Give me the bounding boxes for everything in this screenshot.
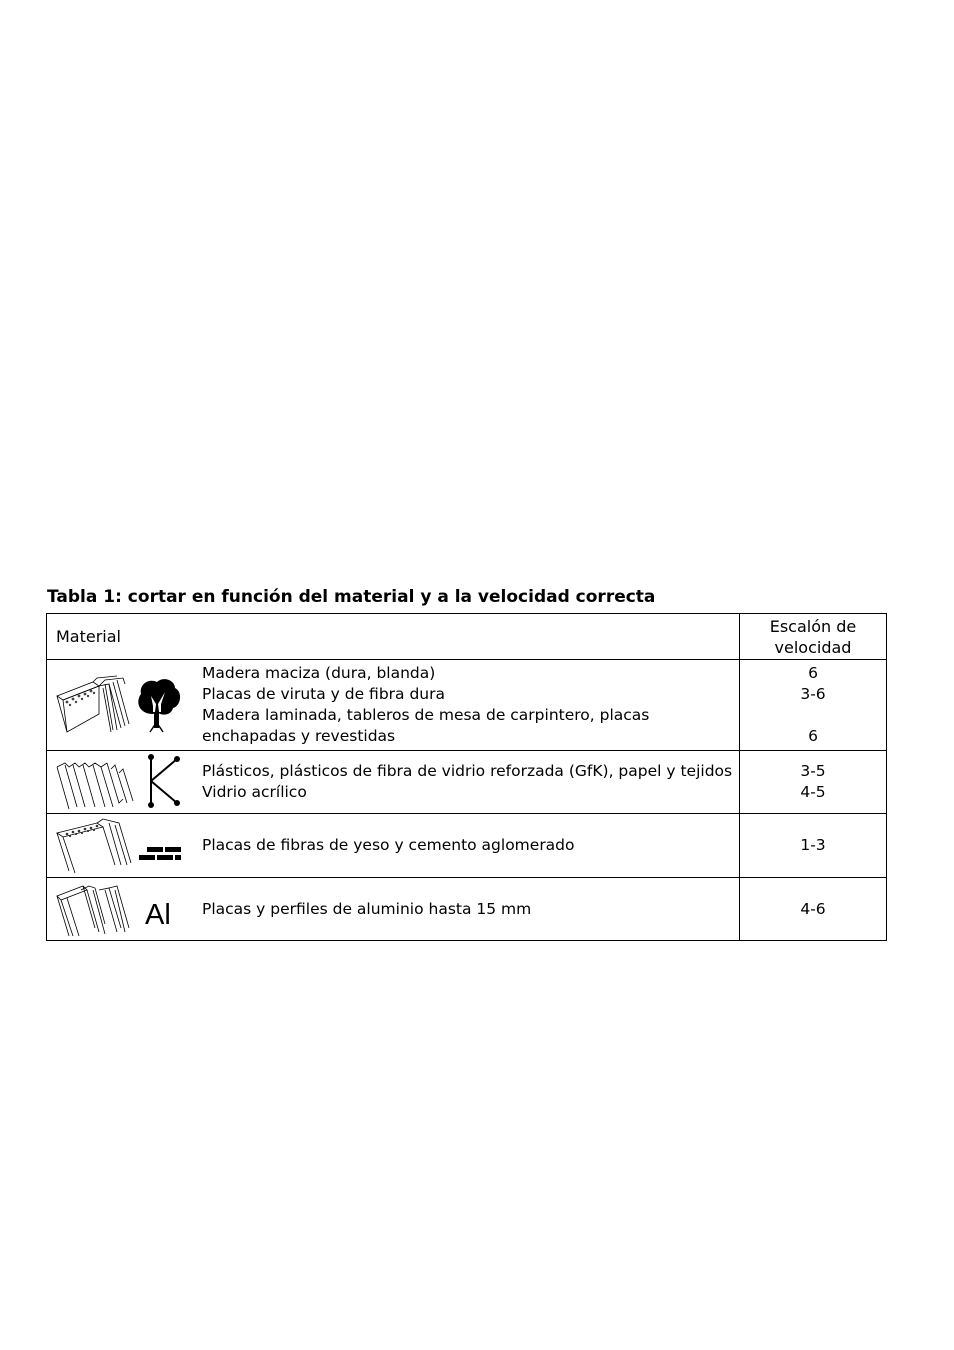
- material-line: Placas de fibras de yeso y cemento aglomerado: [202, 836, 575, 854]
- material-cell: [47, 751, 740, 814]
- velocity-value: 6: [808, 664, 818, 682]
- table-row: [47, 660, 887, 751]
- velocity-value: 3-6: [800, 685, 826, 703]
- material-line: enchapadas y revestidas: [202, 727, 396, 745]
- material-line: Plásticos, plásticos de fibra de vidrio reforzada (GfK), papel y tejidos: [202, 762, 733, 780]
- table-row: [47, 878, 887, 941]
- material-line: Placas y perfiles de aluminio hasta 15 mm: [202, 899, 532, 918]
- velocity-value: 3-5: [800, 762, 826, 780]
- velocity-cell: [740, 878, 887, 941]
- table-row: [47, 814, 887, 878]
- aluminium-al-icon: [53, 878, 183, 940]
- velocity-cell: [740, 814, 887, 878]
- wood-tree-icon: [53, 674, 183, 736]
- material-cell: [47, 660, 740, 751]
- velocity-value: 1-3: [800, 836, 826, 854]
- material-cell: [47, 878, 740, 941]
- velocity-cell: [740, 660, 887, 751]
- header-material: Material: [47, 614, 740, 660]
- velocity-value: 4-6: [800, 899, 826, 918]
- aluminium-letters: Al: [145, 899, 171, 931]
- plastic-k-icon: [53, 751, 183, 813]
- velocity-value: [740, 705, 886, 726]
- table-header-row: [47, 614, 887, 660]
- table-caption: Tabla 1: cortar en función del material y a la velocidad correcta: [47, 587, 656, 607]
- material-line: Placas de viruta y de fibra dura: [202, 685, 445, 703]
- header-velocity-line1: Escalón de: [769, 616, 857, 636]
- material-cell: [47, 814, 740, 878]
- plaster-brick-icon: [53, 815, 183, 877]
- velocity-value: 4-5: [800, 783, 826, 801]
- header-velocity-line2: velocidad: [774, 637, 852, 657]
- material-line: Madera laminada, tableros de mesa de carpintero, placas: [202, 706, 650, 724]
- velocity-value: 6: [808, 727, 818, 745]
- table-row: [47, 751, 887, 814]
- material-line: Vidrio acrílico: [202, 783, 307, 801]
- velocity-cell: [740, 751, 887, 814]
- material-line: Madera maciza (dura, blanda): [202, 664, 436, 682]
- material-speed-table: [46, 613, 887, 941]
- header-velocity: [740, 614, 887, 660]
